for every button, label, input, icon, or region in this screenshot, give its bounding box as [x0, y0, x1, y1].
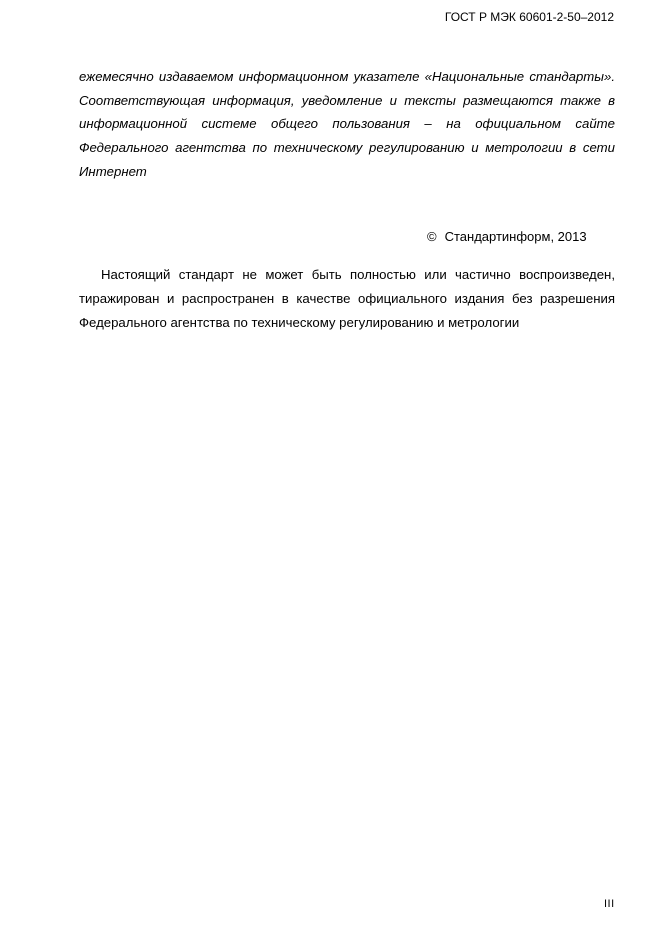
notice-line: ежемесячно издаваемом информационном указателе «Национальные стандарты». — [79, 69, 615, 84]
notice-line: информационной системе общего пользования – на официальном сайте — [79, 116, 615, 132]
notice-line: Федерального агентства по техническому регулированию и метрологии в сети — [79, 140, 615, 156]
body-line: Федерального агентства по техническому регулированию и метрологии — [79, 315, 520, 330]
copyright-symbol: © — [427, 229, 437, 244]
notice-line: Интернет — [79, 163, 147, 179]
copyright-notice — [427, 229, 587, 245]
reproduction-notice — [79, 263, 615, 335]
publication-notice — [79, 65, 615, 184]
copyright-text: Стандартинформ, 2013 — [444, 229, 587, 244]
page-number: III — [604, 898, 615, 910]
notice-line: Соответствующая информация, уведомление и тексты размещаются также в — [79, 92, 615, 108]
document-code-header: ГОСТ Р МЭК 60601-2-50–2012 — [444, 10, 614, 24]
body-line: тиражирован и распространен в качестве официального издания без разрешения — [79, 291, 615, 306]
body-line: Настоящий стандарт не может быть полностью или частично воспроизведен, — [101, 267, 615, 282]
